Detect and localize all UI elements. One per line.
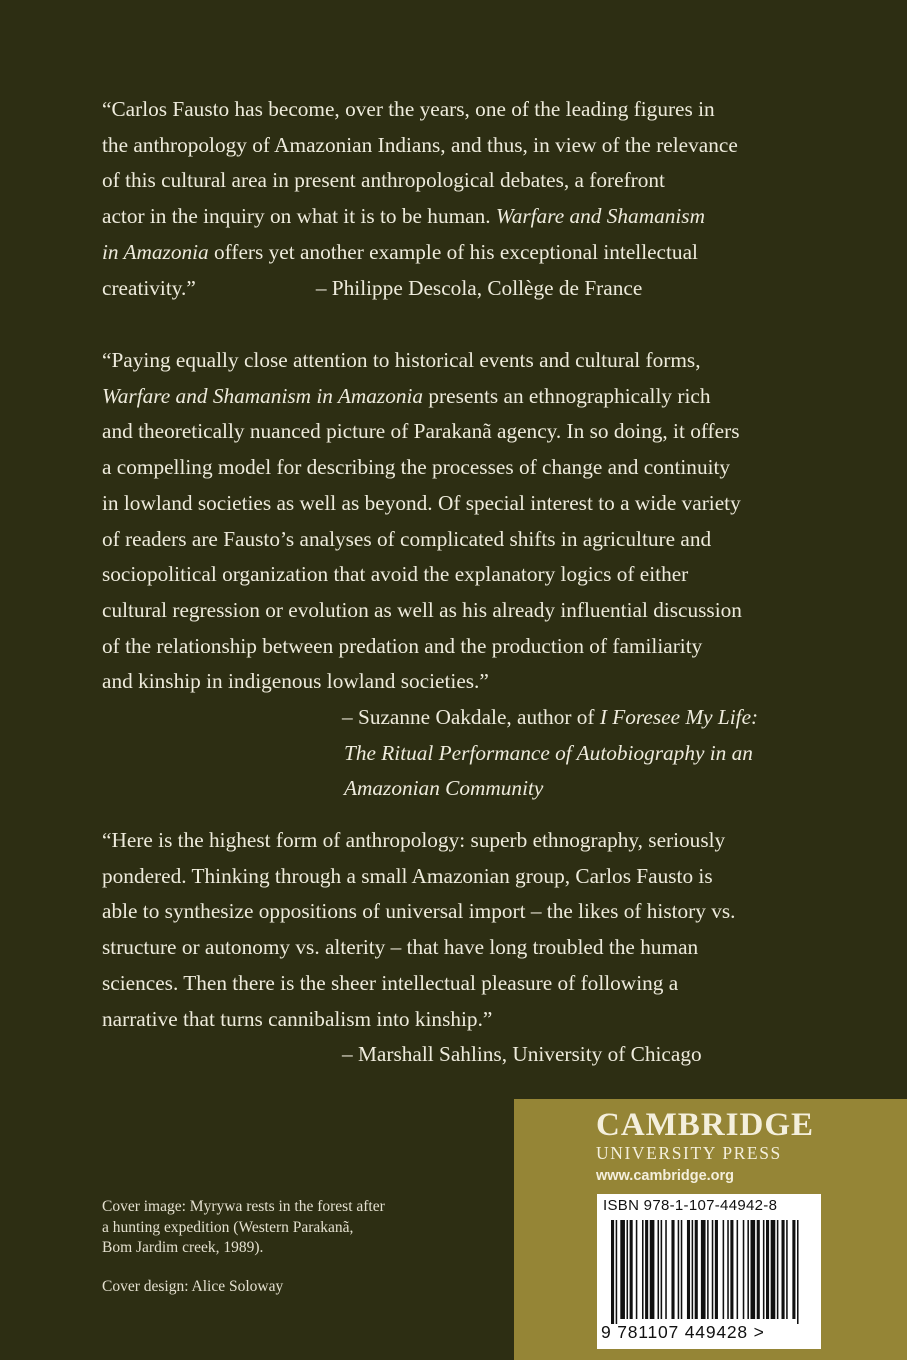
book-title: The Ritual Performance of Autobiography in an [344, 740, 753, 765]
quote-line: and kinship in indigenous lowland societies.” [102, 669, 489, 694]
barcode-bar [620, 1220, 625, 1319]
barcode-bar [757, 1220, 760, 1319]
publisher-url[interactable]: www.cambridge.org [596, 1168, 735, 1184]
barcode-bar [771, 1220, 776, 1319]
barcode-bar [642, 1220, 644, 1319]
quote-line [102, 379, 822, 415]
barcode-bar [636, 1220, 638, 1319]
quote-line: “Paying equally close attention to historical events and cultural forms, [102, 348, 701, 372]
barcode-bar [797, 1220, 799, 1324]
quote-line: sciences. Then there is the sheer intellectual pleasure of following a [102, 970, 679, 995]
credit-line: a hunting expedition (Western Parakanã, [102, 1218, 354, 1236]
barcode-bar [695, 1220, 698, 1319]
barcode-bar [616, 1220, 618, 1324]
quote-line: cultural regression or evolution as well as his already influential discussion [102, 597, 742, 622]
quote-line: and theoretically nuanced picture of Parakanã agency. In so doing, it offers [102, 419, 740, 444]
barcode-bar [661, 1220, 663, 1319]
attribution-descola: – Philippe Descola, Collège de France [315, 275, 643, 300]
barcode-bar [743, 1220, 745, 1319]
quote-line: the anthropology of Amazonian Indians, and thus, in view of the relevance [102, 132, 738, 157]
barcode-bar [627, 1220, 629, 1319]
quote-line: a compelling model for describing the processes of change and continuity [102, 455, 731, 480]
quote-text: actor in the inquiry on what it is to be human. [102, 204, 496, 229]
barcode-bar [727, 1220, 729, 1319]
barcode-bar [645, 1220, 648, 1319]
quote-text: creativity.” [102, 275, 196, 300]
barcode-bar [707, 1220, 709, 1319]
attribution-oakdale [102, 700, 822, 736]
barcode-bar [665, 1220, 667, 1319]
barcode-bar [777, 1220, 779, 1319]
barcode-bar [782, 1220, 785, 1319]
quote-line [102, 271, 822, 307]
publisher-logo-subtitle: UNIVERSITY PRESS [596, 1143, 782, 1163]
ean-number: 9 781107 449428 > [601, 1322, 765, 1342]
barcode-bar [737, 1220, 739, 1319]
quote-line: able to synthesize oppositions of universal import – the likes of history vs. [102, 899, 736, 924]
publisher-logo-name: CAMBRIDGE [596, 1107, 815, 1143]
quote-oakdale [102, 343, 822, 807]
attribution-oakdale-cont [102, 736, 822, 772]
book-title: Amazonian Community [344, 776, 544, 801]
quote-line: “Here is the highest form of anthropology: superb ethnography, seriously [102, 828, 726, 852]
quote-line: of the relationship between predation and the production of familiarity [102, 633, 703, 658]
barcode-bar [723, 1220, 725, 1319]
barcode-bar [701, 1220, 706, 1319]
cover-design-credit [102, 1277, 482, 1298]
barcode-bar [747, 1220, 749, 1319]
barcode [597, 1194, 821, 1349]
quote-line: structure or autonomy vs. alterity – that have long troubled the human [102, 935, 699, 960]
barcode-bar [715, 1220, 718, 1319]
attribution-oakdale-cont [102, 771, 822, 807]
barcode-bar [687, 1220, 690, 1319]
barcode-bar [730, 1220, 733, 1319]
book-title: in Amazonia [102, 239, 209, 264]
barcode-bar [786, 1220, 788, 1319]
quote-line: pondered. Thinking through a small Amazonian group, Carlos Fausto is [102, 863, 713, 888]
barcode-bar [611, 1220, 614, 1324]
barcode-bar [658, 1220, 660, 1319]
quote-line [102, 235, 822, 271]
credit-line: Cover image: Myrywa rests in the forest after [102, 1198, 385, 1215]
isbn-number: ISBN 978-1-107-44942-8 [603, 1197, 778, 1214]
barcode-bar [650, 1220, 655, 1319]
barcode-bar [630, 1220, 633, 1319]
quote-sahlins [102, 823, 822, 1073]
quote-line: sociopolitical organization that avoid the explanatory logics of either [102, 562, 689, 587]
barcode-bar [766, 1220, 769, 1319]
barcode-bar [692, 1220, 694, 1319]
attribution-text: – Suzanne Oakdale, author of [342, 705, 600, 730]
quote-line: of this cultural area in present anthropological debates, a forefront [102, 168, 665, 193]
quote-line [102, 199, 822, 235]
barcode-bar [678, 1220, 680, 1319]
credit-line: Cover design: Alice Soloway [102, 1278, 284, 1295]
book-title: I Foresee My Life: [599, 705, 759, 730]
attribution-sahlins: – Marshall Sahlins, University of Chicago [342, 1042, 702, 1067]
book-title: Warfare and Shamanism in Amazonia [102, 383, 424, 408]
barcode-bar [763, 1220, 765, 1319]
quote-line: of readers are Fausto’s analyses of complicated shifts in agriculture and [102, 526, 712, 551]
barcode-bar [792, 1220, 795, 1319]
barcode-bar [681, 1220, 683, 1319]
barcode-bar [671, 1220, 674, 1319]
quote-line: in lowland societies as well as beyond. Of special interest to a wide variety [102, 490, 741, 515]
quote-line: narrative that turns cannibalism into kinship.” [102, 1006, 493, 1031]
barcode-bar [751, 1220, 756, 1319]
book-title: Warfare and Shamanism [495, 204, 705, 229]
cover-image-credit [102, 1197, 482, 1259]
quote-descola [102, 92, 822, 306]
quote-text: presents an ethnographically rich [423, 383, 711, 408]
publisher-panel [514, 1099, 907, 1360]
quote-text: offers yet another example of his exceptional intellectual [208, 239, 698, 264]
credit-line: Bom Jardim creek, 1989). [102, 1239, 264, 1256]
quote-line: “Carlos Fausto has become, over the years, one of the leading figures in [102, 97, 715, 121]
barcode-bar [712, 1220, 714, 1319]
